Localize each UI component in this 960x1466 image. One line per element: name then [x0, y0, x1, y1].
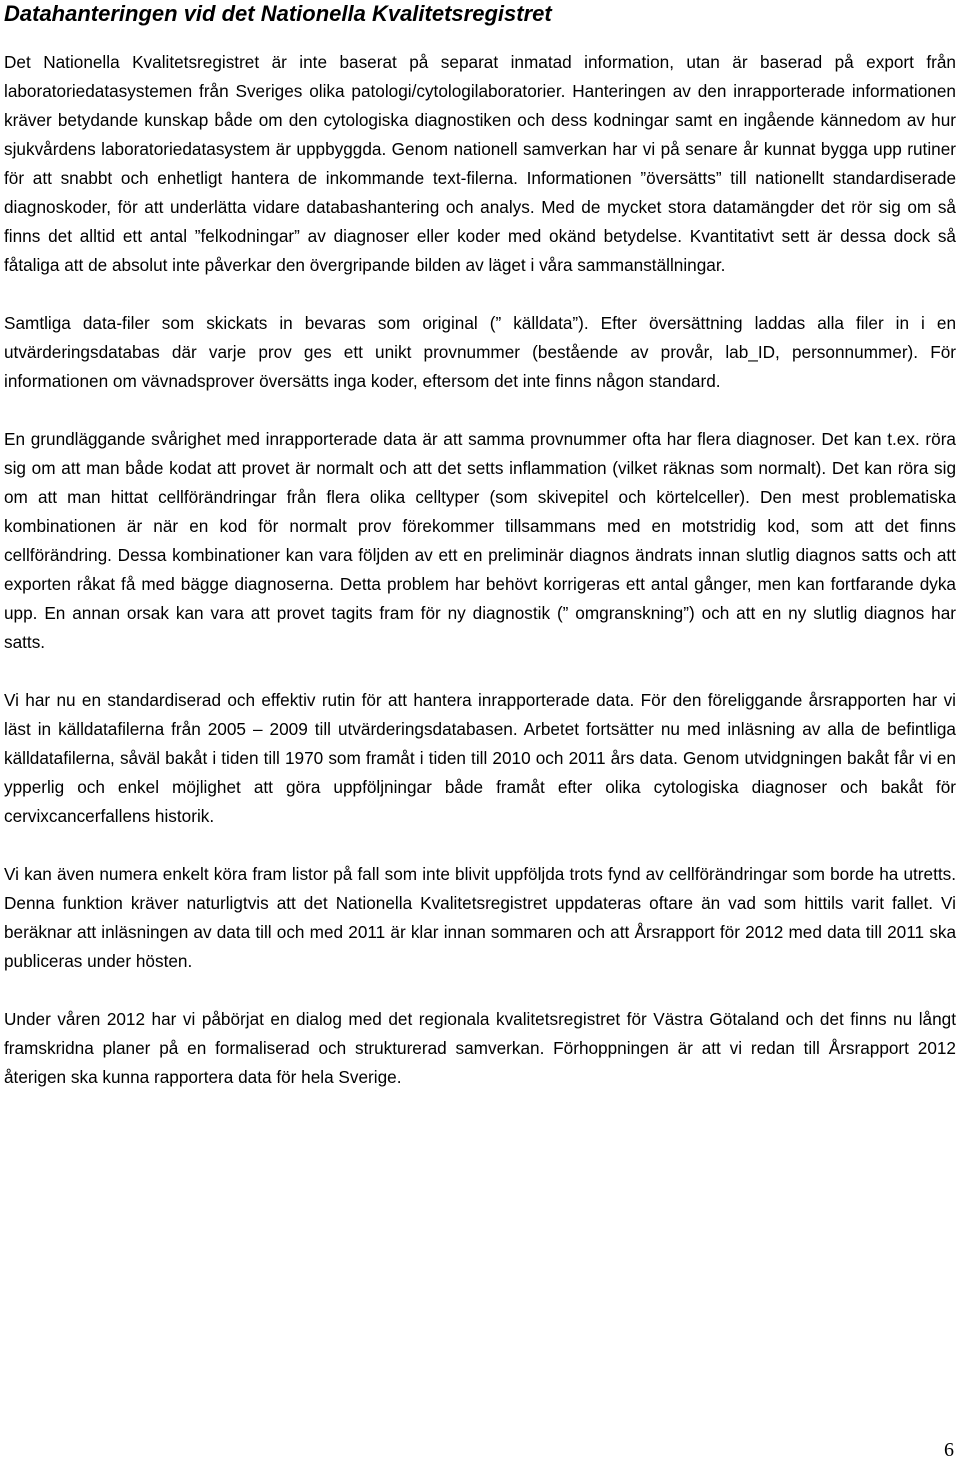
paragraph-regional-collaboration: Under våren 2012 har vi påbörjat en dialog med det regionala kvalitetsregistret för Västra Götaland och det finns nu långt framskridna planer på en formaliserad och strukturerad samverkan. Förhoppningen är att vi redan till Årsrapport 2012 återigen ska kunna rapportera data för hela Sverige. [4, 1009, 956, 1087]
paragraph-follow-up-lists: Vi kan även numera enkelt köra fram listor på fall som inte blivit uppföljda trots fynd av cellförändringar som borde ha utretts. Denna funktion kräver naturligtvis att det Nationella Kvalitetsregistret uppdateras oftare än vad som hittils varit fallet. Vi beräknar att inläsningen av data till och med 2011 är klar innan sommaren och att Årsrapport för 2012 med data till 2011 ska publiceras under hösten. [4, 864, 956, 971]
paragraph-standardized-routine: Vi har nu en standardiserad och effektiv rutin för att hantera inrapporterade data. För den föreliggande årsrapporten har vi läst in källdatafilerna från 2005 – 2009 till utvärderingsdatabasen. Arbetet fortsätter nu med inläsning av alla de befintliga källdatafilerna, såväl bakåt i tiden till 1970 som framåt i tiden till 2010 och 2011 års data. Genom utvidgningen bakåt får vi en ypperlig och enkel möjlighet att göra uppföljningar både framåt efter olika cytologiska diagnoser och bakåt för cervixcancerfallens historik. [4, 690, 956, 826]
paragraph-original-files: Samtliga data-filer som skickats in bevaras som original (” källdata”). Efter översättning laddas alla filer in i en utvärderingsdatabas där varje prov ges ett unikt provnummer (bestående av provår, lab_ID, personnummer). För informationen om vävnadsprover översätts inga koder, eftersom det inte finns någon standard. [4, 313, 956, 391]
paragraph-multiple-diagnoses: En grundläggande svårighet med inrapporterade data är att samma provnummer ofta har flera diagnoser. Det kan t.ex. röra sig om att man både kodat att provet är normalt och att det setts inflammation (vilket räknas som normalt). Det kan röra sig om att man hittat cellförändringar från flera olika celltyper (som skivepitel och körtelceller). Den mest problematiska kombinationen är när en kod för normalt prov förekommer tillsammans med en motstridig kod, som att det finns cellförändring. Dessa kombinationer kan vara följden av ett en preliminär diagnos ändrats innan slutlig diagnos satts och att exporten råkat få med bägge diagnoserna. Detta problem har behövt korrigeras ett antal gånger, men kan fortfarande dyka upp. En annan orsak kan vara att provet tagits fram för ny diagnostik (” omgranskning”) och att en ny slutlig diagnos har satts. [4, 429, 956, 652]
paragraph-data-source: Det Nationella Kvalitetsregistret är inte baserat på separat inmatad information, utan är baserad på export från laboratoriedatasystemen från Sveriges olika patologi/cytologilaboratorier. Hanteringen av den inrapporterade informationen kräver betydande kunskap både om den cytologiska diagnostiken och dess kodningar samt en ingående kännedom av hur sjukvårdens laboratoriedatasystem är uppbyggda. Genom nationell samverkan har vi på senare år kunnat bygga upp rutiner för att snabbt och enhetligt hantera de inkommande text-filerna. Informationen ”översätts” till nationellt standardiserade diagnoskoder, för att underlätta vidare databashantering och analys. Med de mycket stora datamängder det rör sig om så finns det alltid ett antal ”felkodningar” av diagnoser eller koder med okänd betydelse. Kvantitativt sett är dessa dock så fåtaliga att de absolut inte påverkar den övergripande bilden av läget i våra sammanställningar. [4, 52, 956, 275]
page-title: Datahanteringen vid det Nationella Kvalitetsregistret [4, 1, 552, 26]
body-text [4, 48, 956, 1121]
page-number: 6 [944, 1439, 954, 1461]
